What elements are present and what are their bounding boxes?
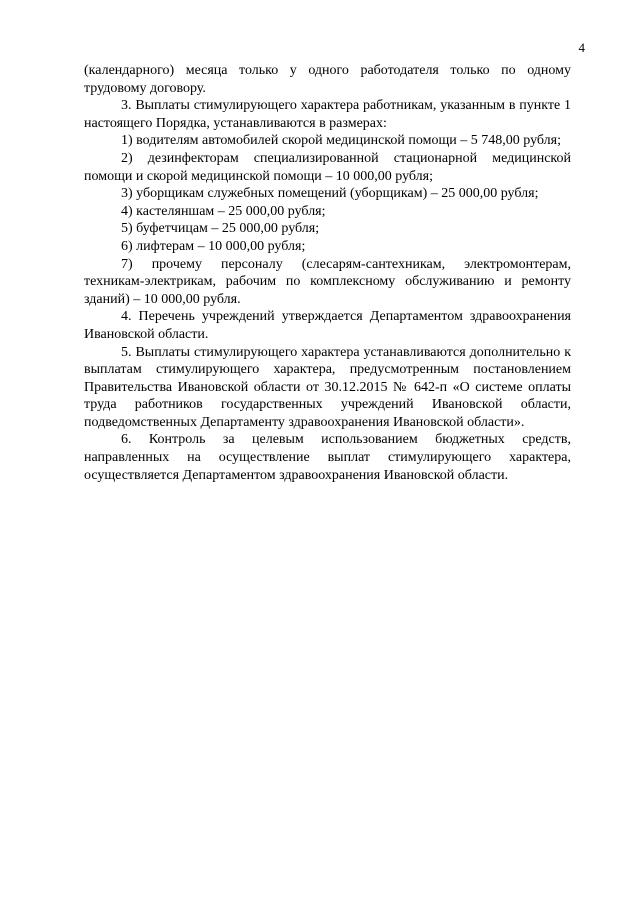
list-item-drivers: 1) водителям автомобилей скорой медицинской помощи – 5 748,00 рубля;	[121, 133, 561, 149]
document-body	[84, 62, 571, 484]
page-number: 4	[578, 40, 585, 55]
paragraph-item-4: 4. Перечень учреждений утверждается Департаментом здравоохранения Ивановской области.	[84, 309, 571, 342]
paragraph-item-6: 6. Контроль за целевым использованием бюджетных средств, направленных на осуществление выплат стимулирующего характера, осуществляется Департаментом здравоохранения Ивановской области.	[84, 432, 571, 483]
list-item-cleaners: 3) уборщикам служебных помещений (уборщикам) – 25 000,00 рубля;	[121, 186, 539, 202]
list-item-buffet-staff: 5) буфетчицам – 25 000,00 рубля;	[121, 221, 320, 237]
list-item-disinfectors: 2) дезинфекторам специализированной стационарной медицинской помощи и скорой медицинской помощи – 10 000,00 рубля;	[84, 150, 571, 184]
paragraph-item-5: 5. Выплаты стимулирующего характера устанавливаются дополнительно к выплатам стимулирующего характера, предусмотренным постановлением Правительства Ивановской области от 30.12.2015 № 642-п «О системе оплаты труда работников государственных учреждений Ивановской области, подведомственных Департаменту здравоохранения Ивановской области».	[84, 344, 571, 430]
list-item-linen-keepers: 4) кастеляншам – 25 000,00 рубля;	[121, 203, 326, 219]
paragraph-item-3: 3. Выплаты стимулирующего характера работникам, указанным в пункте 1 настоящего Порядка, устанавливаются в размерах:	[84, 98, 571, 131]
list-item-elevator-operators: 6) лифтерам – 10 000,00 рубля;	[121, 238, 306, 254]
paragraph-continuation: (календарного) месяца только у одного работодателя только по одному трудовому договору.	[84, 63, 571, 96]
list-item-other-staff: 7) прочему персоналу (слесарям-сантехникам, электромонтерам, техникам-электрикам, рабочим по комплексному обслуживанию и ремонту зданий) – 10 000,00 рубля.	[84, 256, 571, 307]
